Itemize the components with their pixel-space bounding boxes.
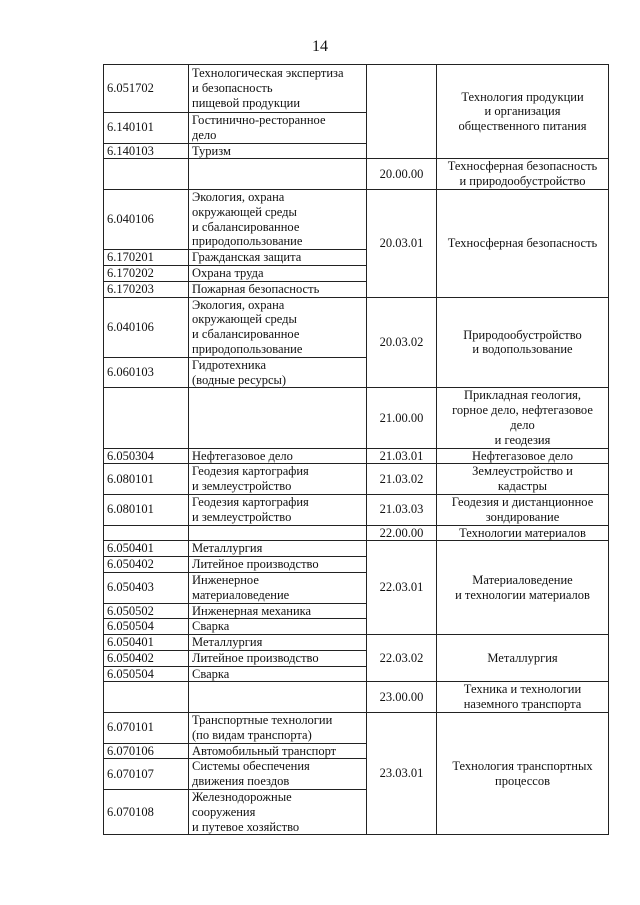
old-name-cell: Охрана труда — [189, 265, 367, 281]
table-row — [104, 713, 609, 744]
old-name-cell: Экология, охрана окружающей среды и сбалансированное природопользование — [189, 189, 367, 249]
old-code-cell: 6.050504 — [104, 619, 189, 635]
old-name-cell: Транспортные технологии (по видам транспорта) — [189, 713, 367, 744]
old-code-cell: 6.050403 — [104, 572, 189, 603]
new-code-cell: 20.00.00 — [367, 159, 437, 190]
old-name-cell: Инженерное материаловедение — [189, 572, 367, 603]
old-name-cell: Автомобильный транспорт — [189, 743, 367, 759]
table-row — [104, 448, 609, 464]
old-name-cell — [189, 525, 367, 541]
old-code-cell: 6.060103 — [104, 357, 189, 388]
old-name-cell: Геодезия картография и землеустройство — [189, 494, 367, 525]
old-code-cell: 6.080101 — [104, 494, 189, 525]
new-code-cell: 21.03.01 — [367, 448, 437, 464]
table-row — [104, 635, 609, 651]
specialty-correspondence-table — [103, 64, 609, 835]
old-name-cell: Технологическая экспертиза и безопасность пищевой продукции — [189, 65, 367, 113]
new-code-cell: 21.03.02 — [367, 464, 437, 495]
table-row — [104, 297, 609, 357]
old-code-cell: 6.050502 — [104, 603, 189, 619]
old-name-cell: Гидротехника (водные ресурсы) — [189, 357, 367, 388]
old-code-cell: 6.170201 — [104, 250, 189, 266]
old-name-cell: Инженерная механика — [189, 603, 367, 619]
old-name-cell: Сварка — [189, 619, 367, 635]
old-name-cell: Железнодорожные сооружения и путевое хозяйство — [189, 790, 367, 835]
old-code-cell: 6.070108 — [104, 790, 189, 835]
old-code-cell — [104, 682, 189, 713]
new-name-cell: Геодезия и дистанционное зондирование — [437, 494, 609, 525]
old-name-cell — [189, 159, 367, 190]
table-row — [104, 464, 609, 495]
new-name-cell: Металлургия — [437, 635, 609, 682]
old-code-cell: 6.170202 — [104, 265, 189, 281]
new-code-cell: 22.03.01 — [367, 541, 437, 635]
new-name-cell: Природообустройство и водопользование — [437, 297, 609, 388]
old-code-cell: 6.050402 — [104, 650, 189, 666]
old-code-cell: 6.050401 — [104, 541, 189, 557]
table-row — [104, 525, 609, 541]
new-name-cell: Техника и технологии наземного транспорта — [437, 682, 609, 713]
old-name-cell: Нефтегазовое дело — [189, 448, 367, 464]
table-row — [104, 682, 609, 713]
new-name-cell: Технологии материалов — [437, 525, 609, 541]
old-name-cell: Литейное производство — [189, 650, 367, 666]
new-name-cell: Техносферная безопасность — [437, 189, 609, 297]
new-name-cell: Землеустройство и кадастры — [437, 464, 609, 495]
new-code-cell: 23.00.00 — [367, 682, 437, 713]
new-code-cell: 23.03.01 — [367, 713, 437, 835]
page-number: 14 — [312, 38, 328, 55]
old-code-cell: 6.050304 — [104, 448, 189, 464]
new-code-cell: 20.03.02 — [367, 297, 437, 388]
new-code-cell: 21.00.00 — [367, 388, 437, 448]
old-code-cell: 6.040106 — [104, 297, 189, 357]
old-name-cell: Сварка — [189, 666, 367, 682]
old-name-cell: Гражданская защита — [189, 250, 367, 266]
old-code-cell: 6.140103 — [104, 143, 189, 159]
old-name-cell: Геодезия картография и землеустройство — [189, 464, 367, 495]
old-code-cell: 6.051702 — [104, 65, 189, 113]
old-name-cell: Гостинично-ресторанное дело — [189, 113, 367, 144]
table-row — [104, 541, 609, 557]
old-name-cell: Системы обеспечения движения поездов — [189, 759, 367, 790]
table-row — [104, 189, 609, 249]
new-name-cell: Прикладная геология, горное дело, нефтегазовое дело и геодезия — [437, 388, 609, 448]
new-name-cell: Технология продукции и организация общественного питания — [437, 65, 609, 159]
old-code-cell: 6.170203 — [104, 281, 189, 297]
old-code-cell: 6.040106 — [104, 189, 189, 249]
new-code-cell: 22.00.00 — [367, 525, 437, 541]
old-name-cell: Литейное производство — [189, 557, 367, 573]
table-row — [104, 494, 609, 525]
new-name-cell: Нефтегазовое дело — [437, 448, 609, 464]
new-name-cell: Технология транспортных процессов — [437, 713, 609, 835]
old-code-cell: 6.050402 — [104, 557, 189, 573]
old-name-cell: Туризм — [189, 143, 367, 159]
old-code-cell: 6.070101 — [104, 713, 189, 744]
old-code-cell: 6.070107 — [104, 759, 189, 790]
new-code-cell: 22.03.02 — [367, 635, 437, 682]
table-row — [104, 388, 609, 448]
table-row — [104, 159, 609, 190]
old-name-cell — [189, 682, 367, 713]
old-code-cell — [104, 388, 189, 448]
old-name-cell: Пожарная безопасность — [189, 281, 367, 297]
new-code-cell — [367, 65, 437, 159]
old-code-cell — [104, 525, 189, 541]
old-code-cell: 6.080101 — [104, 464, 189, 495]
old-name-cell — [189, 388, 367, 448]
table-row — [104, 65, 609, 113]
old-code-cell: 6.050504 — [104, 666, 189, 682]
old-code-cell: 6.070106 — [104, 743, 189, 759]
old-name-cell: Металлургия — [189, 635, 367, 651]
new-name-cell: Техносферная безопасность и природообустройство — [437, 159, 609, 190]
old-name-cell: Экология, охрана окружающей среды и сбалансированное природопользование — [189, 297, 367, 357]
old-name-cell: Металлургия — [189, 541, 367, 557]
old-code-cell: 6.140101 — [104, 113, 189, 144]
old-code-cell: 6.050401 — [104, 635, 189, 651]
new-code-cell: 21.03.03 — [367, 494, 437, 525]
old-code-cell — [104, 159, 189, 190]
new-code-cell: 20.03.01 — [367, 189, 437, 297]
new-name-cell: Материаловедение и технологии материалов — [437, 541, 609, 635]
